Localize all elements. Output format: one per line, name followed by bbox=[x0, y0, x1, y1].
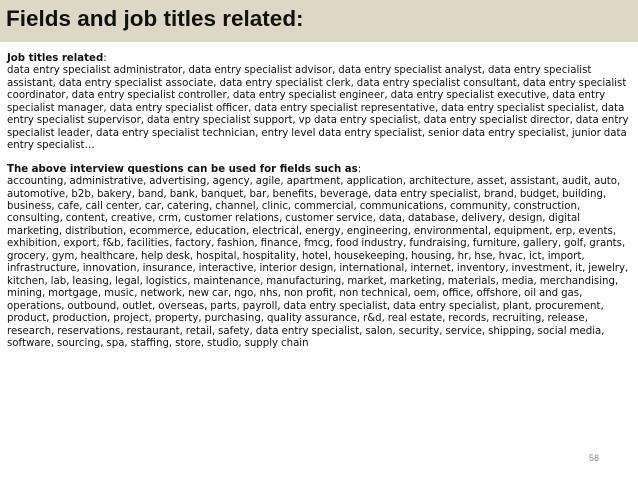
job-titles-heading bbox=[7, 53, 633, 65]
job-titles-list: data entry specialist administrator, data entry specialist advisor, data entry specialist analyst, data entry specialist assistant, data entry specialist associate, data entry specialist clerk, data entry specialist consultant, data entry specialist coordinator, data entry specialist controller, data entry specialist engineer, data entry specialist executive, data entry specialist manager, data entry specialist officer, data entry specialist representative, data entry specialist specialist, data entry specialist supervisor, data entry specialist support, vp data entry specialist, data entry specialist director, data entry specialist leader, data entry specialist technician, entry level data entry specialist, senior data entry specialist, junior data entry specialist… bbox=[7, 65, 629, 152]
fields-list: accounting, administrative, advertising, agency, agile, apartment, application, architecture, asset, assistant, audit, auto, automotive, b2b, bakery, band, bank, banquet, bar, benefits, beverage, data entry specialist, brand, budget, building, business, cafe, call center, car, catering, channel, clinic, commercial, communications, community, construction, consulting, content, creative, crm, customer relations, customer service, data, database, delivery, design, digital marketing, distribution, ecommerce, education, electrical, energy, engineering, environmental, equipment, erp, events, exhibition, export, f&b, facilities, factory, fashion, finance, fmcg, food industry, fundraising, furniture, gallery, golf, grants, grocery, gym, healthcare, help desk, hospital, hospitality, hotel, housekeeping, housing, hr, hse, hvac, ict, import, infrastructure, innovation, insurance, interactive, interior design, international, internet, inventory, investment, it, jewelry, kitchen, lab, leasing, legal, logistics, maintenance, manufacturing, market, marketing, materials, media, merchandising, mining, mortgage, music, network, new car, ngo, nhs, non profit, non technical, oem, office, offshore, oil and gas, operations, outbound, outlet, overseas, parts, payroll, data entry specialist, data entry specialist, plant, procurement, product, production, project, property, purchasing, quality assurance, r&d, real estate, records, recruiting, release, research, reservations, restaurant, retail, safety, data entry specialist, salon, security, service, shipping, social media, software, sourcing, spa, staffing, store, studio, supply chain bbox=[7, 176, 629, 349]
job-titles-heading-colon: : bbox=[103, 53, 107, 64]
fields-heading-colon: : bbox=[357, 163, 362, 175]
section-spacer bbox=[7, 153, 633, 164]
fields-heading bbox=[7, 164, 633, 176]
job-titles-heading-text: Job titles related bbox=[7, 53, 104, 64]
fields-heading-text: The above interview questions can be used for fields such as bbox=[7, 163, 358, 175]
slide-content bbox=[7, 53, 633, 350]
title-bar bbox=[0, 0, 638, 42]
slide-title: Fields and job titles related: bbox=[6, 6, 304, 31]
page-number: 58 bbox=[589, 453, 600, 463]
